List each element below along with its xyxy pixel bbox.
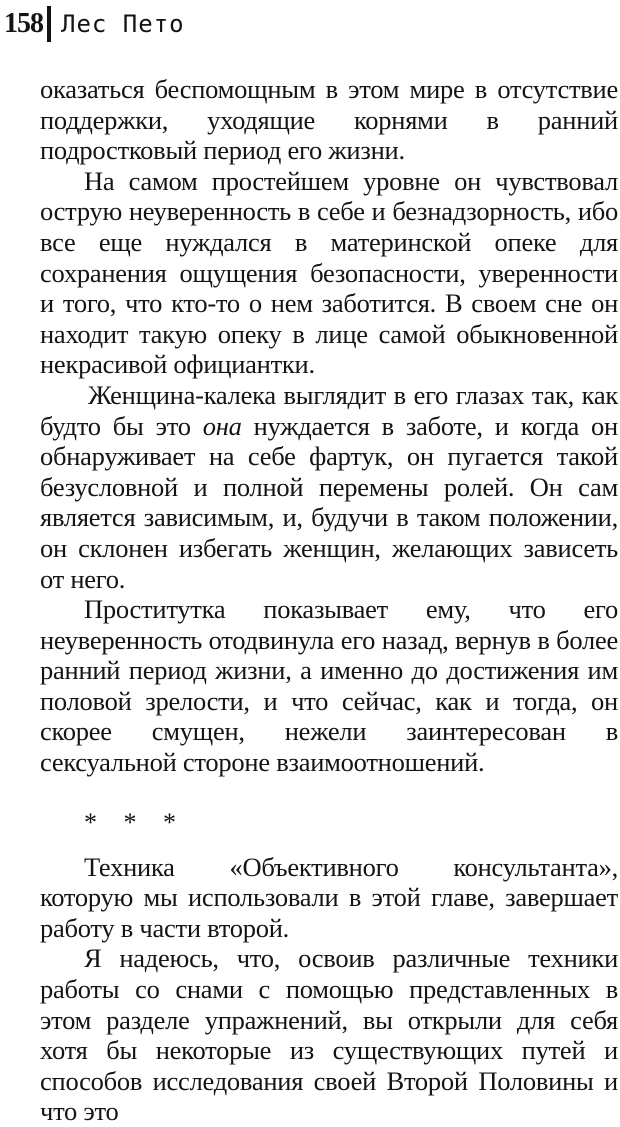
paragraph-text: Женщина-калека выглядит в его глазах так, как будто бы это — [40, 379, 618, 441]
section-separator: * * * — [84, 807, 186, 837]
paragraph: Проститутка показывает ему, что его неуверенность отодвинула его назад, вернув в более ранний период жизни, а именно до достижения им половой зрелости, и что сейчас, как и тогда, он скорее смущен, нежели заинтересован в сексуальной стороне взаимоотношений. — [40, 594, 618, 778]
page-number: 158 — [4, 8, 43, 39]
emphasized-word: она — [202, 410, 242, 441]
page-header — [4, 4, 185, 44]
paragraph-text: нуждается в заботе, и когда он обнаруживает на себе фартук, он пугается такой безусловной и полной перемены ролей. Он сам является зависимым, и, будучи в таком положении, он склонен избегать женщин, желающих зависеть от него. — [40, 410, 618, 594]
header-divider — [47, 6, 51, 42]
paragraph: На самом простейшем уровне он чувствовал острую неуверенность в себе и безнадзорность, ибо все еще нуждался в материнской опеке для сохранения ощущения безопасности, уверенности и того, что кто-то о нем заботится. В своем сне он находит такую опеку в лице самой обыкновенной некрасивой официантки. — [40, 165, 618, 380]
running-head: Лес Пето — [61, 10, 185, 38]
paragraph: Я надеюсь, что, освоив различные техники работы со снами с помощью представленных в этом разделе упражнений, вы открыли для себя хотя бы некоторые из существующих путей и способов исследования своей Второй Половины и что это — [40, 943, 618, 1127]
paragraph: Техника «Объективного консультанта», которую мы использовали в этой главе, завершает работу в части второй. — [40, 851, 618, 943]
paragraph — [40, 380, 618, 594]
paragraph-continued: оказаться беспомощным в этом мире в отсутствие поддержки, уходящие корнями в ранний подростковый период его жизни. — [40, 74, 618, 166]
page-body — [40, 74, 618, 1127]
